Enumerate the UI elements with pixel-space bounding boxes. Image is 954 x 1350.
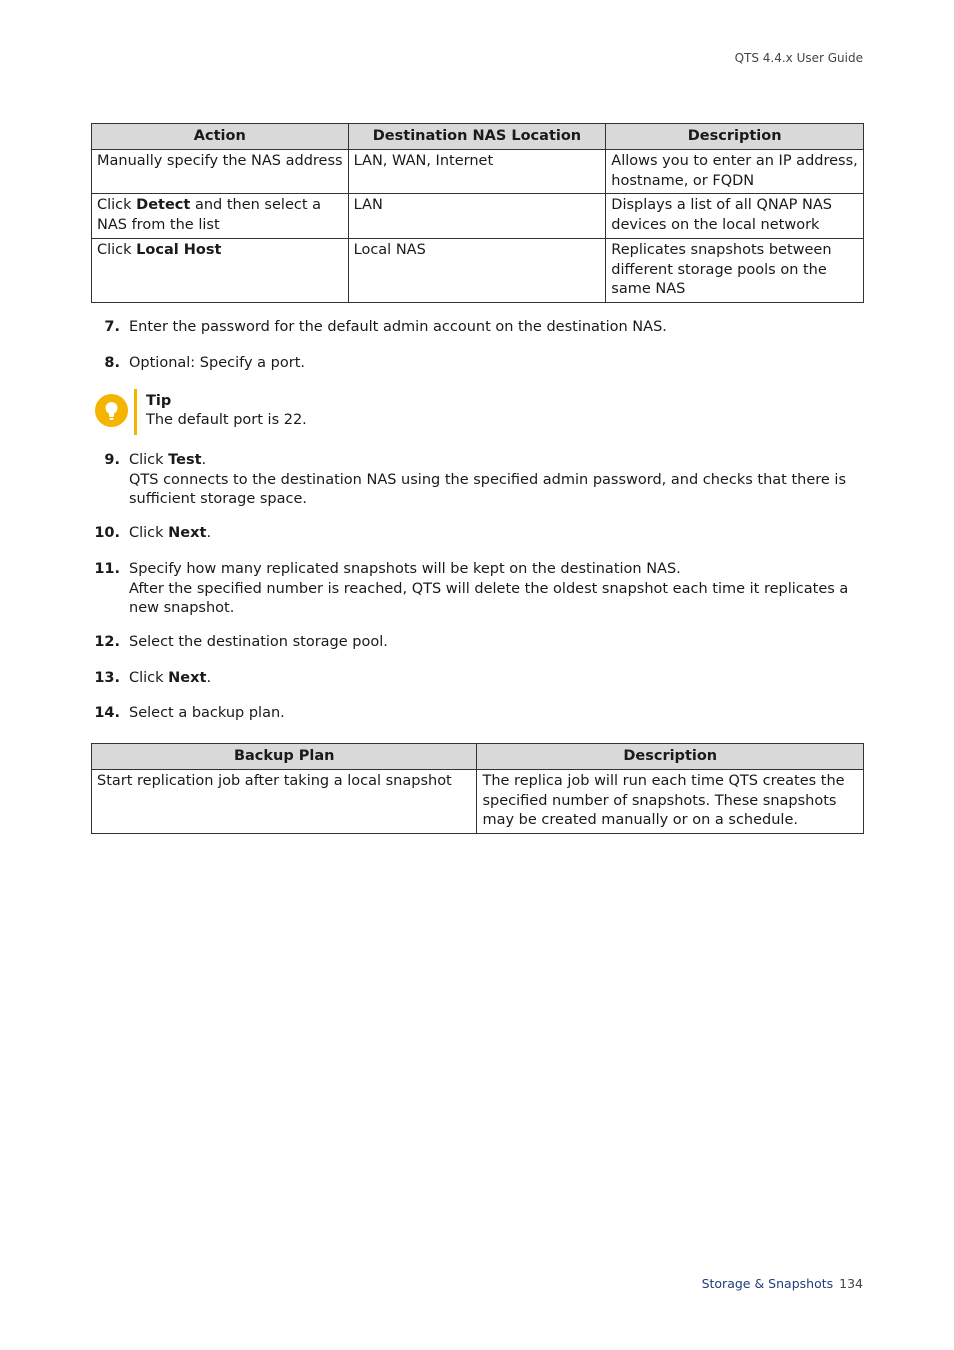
step-number: 8. <box>104 355 120 371</box>
step-text: Click Test. QTS connects to the destination NAS using the specified admin password, and checks that there is sufficient storage space. <box>129 452 846 507</box>
table-row <box>92 770 864 834</box>
step-9 <box>91 451 864 510</box>
page-number: 134 <box>839 1276 863 1291</box>
column-header: Action <box>92 124 349 150</box>
table-row <box>92 239 864 303</box>
test-label: Test <box>168 452 202 468</box>
step-10 <box>91 524 864 544</box>
lightbulb-icon <box>95 394 128 427</box>
location-cell: LAN <box>348 194 606 239</box>
step-number: 13. <box>94 670 120 686</box>
step-text: Optional: Specify a port. <box>129 355 305 371</box>
step-text: Specify how many replicated snapshots will be kept on the destination NAS. After the specified number is reached, QTS will delete the oldest snapshot each time it replicates a new snapshot. <box>129 561 849 616</box>
column-header: Destination NAS Location <box>348 124 606 150</box>
description-cell: Displays a list of all QNAP NAS devices on the local network <box>606 194 864 239</box>
step-number: 9. <box>104 452 120 468</box>
next-label: Next <box>168 670 207 686</box>
column-header: Description <box>477 744 864 770</box>
local-host-label: Local Host <box>136 242 222 258</box>
table-row <box>92 194 864 239</box>
step-11 <box>91 560 864 619</box>
tip-title: Tip <box>146 393 172 409</box>
step-detail: After the specified number is reached, QTS will delete the oldest snapshot each time it replicates a new snapshot. <box>129 580 849 616</box>
step-number: 10. <box>94 525 120 541</box>
table-header-row <box>92 744 864 770</box>
step-number: 12. <box>94 634 120 650</box>
destination-options-table <box>91 123 864 303</box>
description-cell: Allows you to enter an IP address, hostname, or FQDN <box>606 150 864 194</box>
step-text: Click Next. <box>129 670 212 686</box>
step-text: Enter the password for the default admin account on the destination NAS. <box>129 319 667 335</box>
step-text: Select a backup plan. <box>129 705 285 721</box>
action-cell: Click Detect and then select a NAS from the list <box>92 194 349 239</box>
detect-label: Detect <box>136 197 191 213</box>
column-header: Description <box>606 124 864 150</box>
table-header-row <box>92 124 864 150</box>
description-cell: The replica job will run each time QTS creates the specified number of snapshots. These snapshots may be created manually or on a schedule. <box>477 770 864 834</box>
step-text: Select the destination storage pool. <box>129 634 388 650</box>
column-header: Backup Plan <box>92 744 477 770</box>
page-footer <box>702 1276 863 1291</box>
step-text: Click Next. <box>129 525 212 541</box>
step-13 <box>91 669 864 689</box>
step-detail: QTS connects to the destination NAS using the specified admin password, and checks that there is sufficient storage space. <box>129 471 846 507</box>
step-number: 11. <box>94 561 120 577</box>
step-12 <box>91 633 864 653</box>
table-row <box>92 150 864 194</box>
doc-title: QTS 4.4.x User Guide <box>734 51 863 65</box>
step-14 <box>91 704 864 724</box>
tip-body: The default port is 22. <box>146 412 307 428</box>
location-cell: Local NAS <box>348 239 606 303</box>
section-link[interactable]: Storage & Snapshots <box>701 1276 834 1291</box>
action-cell: Manually specify the NAS address <box>92 150 349 194</box>
step-7 <box>91 318 864 338</box>
location-cell: LAN, WAN, Internet <box>348 150 606 194</box>
step-8 <box>91 354 864 374</box>
step-number: 7. <box>104 319 120 335</box>
step-number: 14. <box>94 705 120 721</box>
tip-callout <box>95 389 495 435</box>
description-cell: Replicates snapshots between different storage pools on the same NAS <box>606 239 864 303</box>
plan-cell: Start replication job after taking a local snapshot <box>92 770 477 834</box>
tip-accent-bar <box>134 389 137 435</box>
action-cell: Click Local Host <box>92 239 349 303</box>
backup-plan-table <box>91 743 864 834</box>
next-label: Next <box>168 525 207 541</box>
